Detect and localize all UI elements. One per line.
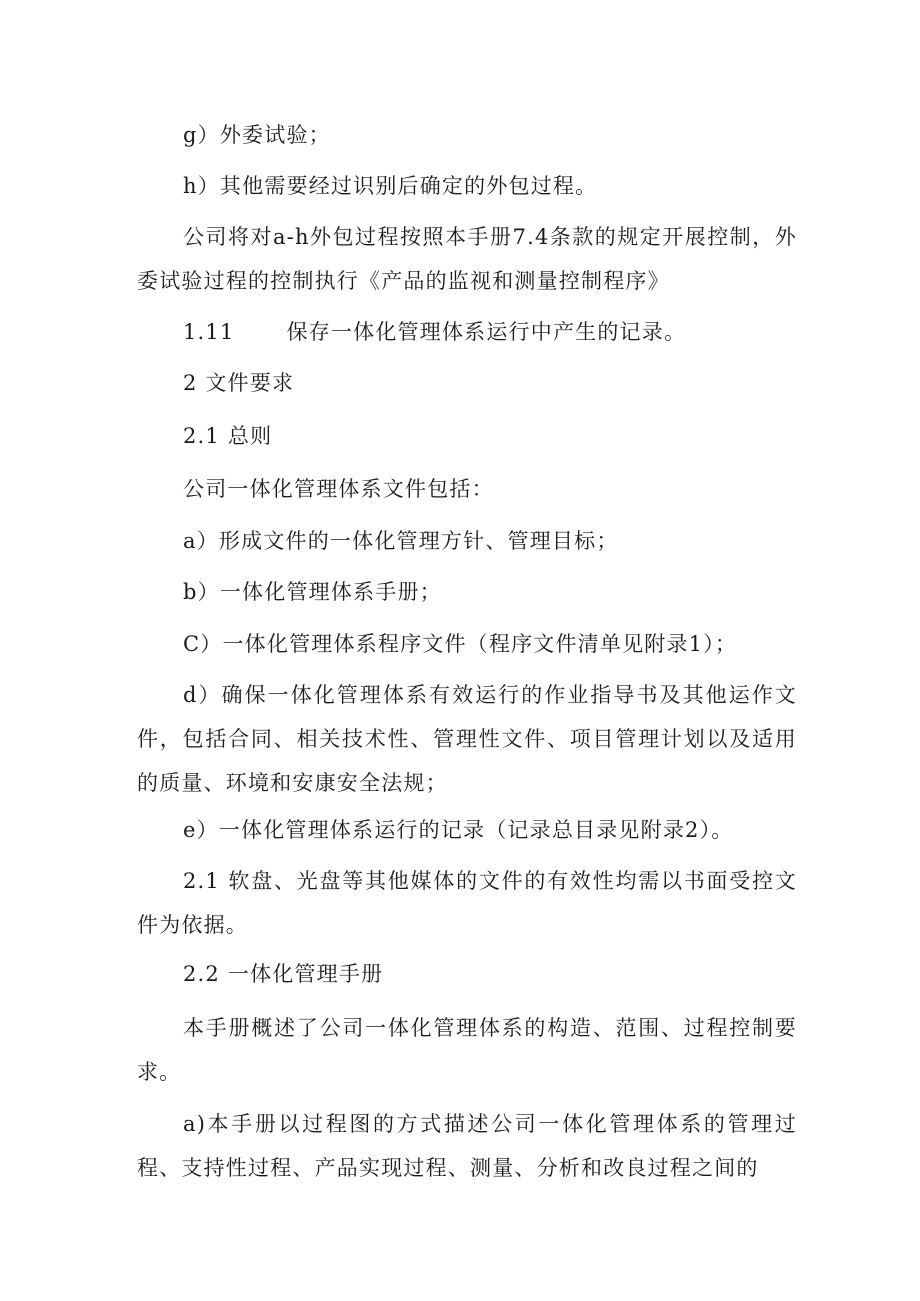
clause-text: 保存一体化管理体系运行中产生的记录。 bbox=[286, 320, 687, 344]
section-heading-2: 2 文件要求 bbox=[183, 371, 295, 395]
paragraph-manual-overview: 本手册概述了公司一体化管理体系的构造、范围、过程控制要求。 bbox=[137, 1016, 797, 1084]
paragraph-item-g: g）外委试验； bbox=[183, 123, 331, 147]
paragraph-item-c: C）一体化管理体系程序文件（程序文件清单见附录1）； bbox=[183, 632, 738, 656]
paragraph-manual-item-a: a)本手册以过程图的方式描述公司一体化管理体系的管理过程、支持性过程、产品实现过程、测量、分析和改良过程之间的 bbox=[137, 1112, 797, 1180]
section-heading-2-2: 2.2 一体化管理手册 bbox=[183, 962, 384, 986]
paragraph-item-h: h）其他需要经过识别后确定的外包过程。 bbox=[183, 174, 598, 198]
paragraph-outsourcing-control: 公司将对a-h外包过程按照本手册7.4条款的规定开展控制，外委试验过程的控制执行《产品的监视和测量控制程序》 bbox=[137, 225, 797, 293]
paragraph-documents-include: 公司一体化管理体系文件包括： bbox=[183, 477, 494, 501]
paragraph-item-e: e）一体化管理体系运行的记录（记录总目录见附录2）。 bbox=[183, 818, 734, 842]
clause-number: 1.11 bbox=[183, 320, 235, 344]
paragraph-media-validity: 2.1 软盘、光盘等其他媒体的文件的有效性均需以书面受控文件为依据。 bbox=[137, 869, 797, 937]
section-heading-2-1: 2.1 总则 bbox=[183, 424, 273, 448]
paragraph-item-d: d）确保一体化管理体系有效运行的作业指导书及其他运作文件，包括合同、相关技术性、管理性文件、项目管理计划以及适用的质量、环境和安康安全法规； bbox=[137, 683, 797, 795]
paragraph-clause-1-11 bbox=[137, 310, 797, 354]
paragraph-item-a: a）形成文件的一体化管理方针、管理目标； bbox=[183, 529, 619, 553]
paragraph-item-b: b）一体化管理体系手册； bbox=[183, 580, 442, 604]
